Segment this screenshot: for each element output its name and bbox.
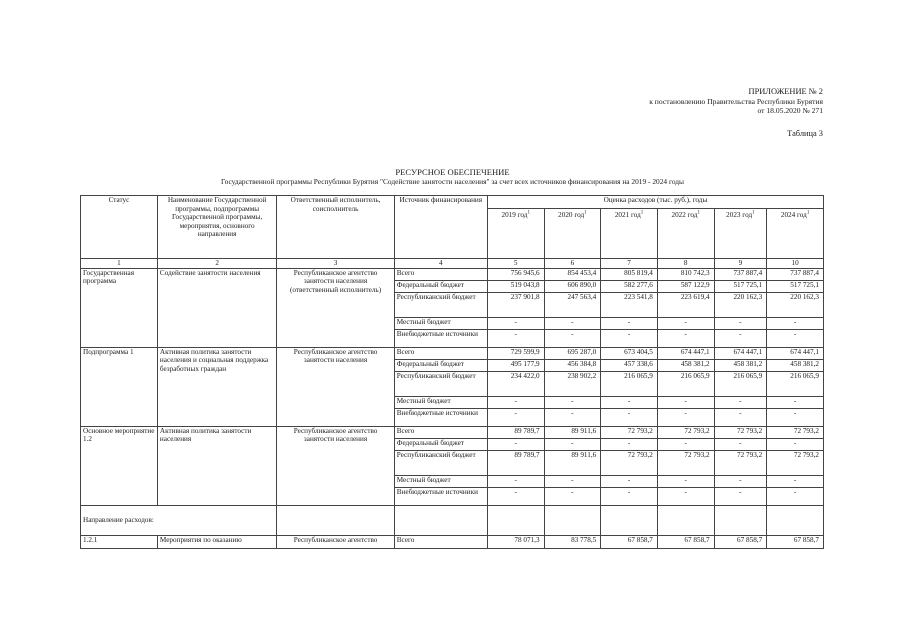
amount-cell: 67 858,7 [657, 535, 714, 548]
year-label: 2024 год [780, 211, 807, 219]
funding-source: Всего [394, 535, 487, 548]
column-number-2: 2 [157, 259, 276, 269]
empty-cell [601, 505, 658, 535]
footnote-marker: 1 [697, 210, 700, 216]
year-header-6 [767, 209, 824, 259]
amount-cell: - [657, 408, 714, 426]
amount-cell: - [714, 487, 767, 505]
row-name: Содействие занятости населения [157, 268, 276, 347]
funding-source: Местный бюджет [394, 396, 487, 408]
amount-cell: 756 945,6 [487, 268, 544, 280]
column-number-10: 10 [767, 259, 824, 269]
amount-cell: 72 793,2 [767, 450, 824, 475]
amount-cell: - [544, 487, 601, 505]
amount-cell: - [487, 317, 544, 329]
amount-cell: 606 890,0 [544, 280, 601, 292]
amount-cell: - [487, 438, 544, 450]
row-executor: Республиканское агентство [277, 535, 394, 548]
funding-source: Внебюджетные источники [394, 408, 487, 426]
amount-cell: - [487, 408, 544, 426]
amount-cell: 67 858,7 [767, 535, 824, 548]
amount-cell: 805 819,4 [601, 268, 658, 280]
funding-source: Местный бюджет [394, 475, 487, 487]
year-label: 2022 год [671, 211, 698, 219]
amount-cell: 587 122,9 [657, 280, 714, 292]
year-header-1 [487, 209, 544, 259]
document-title: РЕСУРСНОЕ ОБЕСПЕЧЕНИЕ [395, 167, 510, 177]
amount-cell: - [767, 438, 824, 450]
amount-cell: 223 541,8 [601, 292, 658, 317]
amount-cell: 223 619,4 [657, 292, 714, 317]
header-estimate: Оценка расходов (тыс. руб.), годы [487, 196, 823, 209]
funding-source: Местный бюджет [394, 317, 487, 329]
amount-cell: 729 599,9 [487, 347, 544, 359]
header-status: Статус [81, 196, 158, 259]
table-row [81, 426, 824, 438]
year-label: 2021 год [614, 211, 641, 219]
funding-source: Всего [394, 347, 487, 359]
column-number-6: 6 [544, 259, 601, 269]
appendix-heading: ПРИЛОЖЕНИЕ № 2 [748, 87, 823, 96]
amount-cell: - [544, 438, 601, 450]
column-number-4: 4 [394, 259, 487, 269]
amount-cell: 674 447,1 [657, 347, 714, 359]
amount-cell: 517 725,1 [767, 280, 824, 292]
empty-cell [277, 505, 394, 535]
amount-cell: - [601, 396, 658, 408]
table-row [81, 268, 824, 280]
amount-cell: 457 338,6 [601, 359, 658, 371]
amount-cell: 674 447,1 [714, 347, 767, 359]
amount-cell: 83 778,5 [544, 535, 601, 548]
amount-cell: - [601, 475, 658, 487]
year-header-2 [544, 209, 601, 259]
appendix-reference: к постановлению Правительства Республики Бурятия [649, 97, 823, 106]
direction-label: Направление расходов: [81, 505, 277, 535]
amount-cell: 247 563,4 [544, 292, 601, 317]
amount-cell: - [657, 329, 714, 347]
amount-cell: 67 858,7 [601, 535, 658, 548]
amount-cell: 220 162,3 [714, 292, 767, 317]
amount-cell: - [657, 475, 714, 487]
year-header-5 [714, 209, 767, 259]
amount-cell: 238 902,2 [544, 371, 601, 396]
amount-cell: - [657, 487, 714, 505]
row-executor: Республиканское агентство занятости населения (ответственный исполнитель) [277, 268, 394, 347]
appendix-date: от 18.05.2020 № 271 [757, 106, 823, 115]
amount-cell: 519 043,8 [487, 280, 544, 292]
empty-cell [394, 505, 487, 535]
funding-source: Республиканский бюджет [394, 292, 487, 317]
amount-cell: - [767, 317, 824, 329]
row-executor: Республиканское агентство занятости населения [277, 347, 394, 426]
amount-cell: - [767, 408, 824, 426]
row-status: 1.2.1 [81, 535, 158, 548]
resource-table [80, 195, 824, 549]
footnote-marker: 1 [806, 210, 810, 216]
empty-cell [487, 505, 544, 535]
amount-cell: - [601, 487, 658, 505]
funding-source: Всего [394, 268, 487, 280]
amount-cell: 72 793,2 [601, 450, 658, 475]
amount-cell: - [714, 475, 767, 487]
amount-cell: - [544, 329, 601, 347]
row-name: Мероприятия по оказанию [157, 535, 276, 548]
table-row [81, 347, 824, 359]
amount-cell: - [714, 396, 767, 408]
direction-row [81, 505, 824, 535]
amount-cell: 216 065,9 [657, 371, 714, 396]
amount-cell: - [487, 396, 544, 408]
amount-cell: - [767, 396, 824, 408]
footnote-marker: 1 [527, 210, 530, 216]
amount-cell: 72 793,2 [657, 426, 714, 438]
funding-source: Всего [394, 426, 487, 438]
amount-cell: 89 789,7 [487, 450, 544, 475]
amount-cell: - [544, 317, 601, 329]
amount-cell: 673 404,5 [601, 347, 658, 359]
amount-cell: 72 793,2 [767, 426, 824, 438]
header-name: Наименование Государственной программы, подпрограммы Государственной программы, мероприятия, основного направления [157, 196, 276, 259]
amount-cell: 495 177,9 [487, 359, 544, 371]
amount-cell: 78 071,3 [487, 535, 544, 548]
column-number-8: 8 [657, 259, 714, 269]
row-status: Государственная программа [81, 268, 158, 347]
amount-cell: 695 287,0 [544, 347, 601, 359]
amount-cell: 810 742,3 [657, 268, 714, 280]
row-name: Активная политика занятости населения и социальная поддержка безработных граждан [157, 347, 276, 426]
amount-cell: 216 065,9 [767, 371, 824, 396]
amount-cell: - [601, 408, 658, 426]
amount-cell: - [657, 396, 714, 408]
amount-cell: 458 381,2 [767, 359, 824, 371]
funding-source: Республиканский бюджет [394, 371, 487, 396]
amount-cell: 737 887,4 [767, 268, 824, 280]
amount-cell: 737 887,4 [714, 268, 767, 280]
amount-cell: - [487, 329, 544, 347]
empty-cell [544, 505, 601, 535]
amount-cell: 72 793,2 [714, 450, 767, 475]
amount-cell: 89 911,6 [544, 426, 601, 438]
amount-cell: 456 384,8 [544, 359, 601, 371]
amount-cell: - [544, 475, 601, 487]
amount-cell: - [767, 487, 824, 505]
year-header-3 [601, 209, 658, 259]
funding-source: Республиканский бюджет [394, 450, 487, 475]
amount-cell: 216 065,9 [601, 371, 658, 396]
amount-cell: 67 858,7 [714, 535, 767, 548]
footnote-marker: 1 [640, 210, 644, 216]
funding-source: Федеральный бюджет [394, 359, 487, 371]
row-executor: Республиканское агентство занятости населения [277, 426, 394, 505]
amount-cell: - [601, 438, 658, 450]
amount-cell: - [714, 438, 767, 450]
column-number-5: 5 [487, 259, 544, 269]
amount-cell: - [601, 317, 658, 329]
amount-cell: 89 911,6 [544, 450, 601, 475]
amount-cell: 220 162,3 [767, 292, 824, 317]
amount-cell: - [487, 487, 544, 505]
year-header-4 [657, 209, 714, 259]
table-number-label: Таблица 3 [787, 129, 823, 138]
amount-cell: 237 901,8 [487, 292, 544, 317]
amount-cell: - [544, 396, 601, 408]
amount-cell: - [714, 317, 767, 329]
funding-source: Федеральный бюджет [394, 280, 487, 292]
amount-cell: - [714, 329, 767, 347]
column-number-3: 3 [277, 259, 394, 269]
amount-cell: 674 447,1 [767, 347, 824, 359]
amount-cell: - [767, 329, 824, 347]
funding-source: Внебюджетные источники [394, 329, 487, 347]
amount-cell: - [601, 329, 658, 347]
header-source: Источник финансирования [394, 196, 487, 259]
amount-cell: 234 422,0 [487, 371, 544, 396]
amount-cell: - [714, 408, 767, 426]
table-row [81, 535, 824, 548]
amount-cell: 458 381,2 [714, 359, 767, 371]
footnote-marker: 1 [752, 210, 755, 216]
amount-cell: 854 453,4 [544, 268, 601, 280]
column-number-1: 1 [81, 259, 158, 269]
amount-cell: - [657, 317, 714, 329]
year-label: 2023 год [726, 211, 753, 219]
amount-cell: 458 381,2 [657, 359, 714, 371]
column-number-7: 7 [601, 259, 658, 269]
amount-cell: 517 725,1 [714, 280, 767, 292]
row-status: Подпрограмма 1 [81, 347, 158, 426]
header-executor: Ответственный исполнитель, соисполнитель [277, 196, 394, 259]
year-label: 2019 год [501, 211, 528, 219]
empty-cell [714, 505, 767, 535]
year-label: 2020 год [558, 211, 585, 219]
amount-cell: 72 793,2 [714, 426, 767, 438]
funding-source: Федеральный бюджет [394, 438, 487, 450]
amount-cell: 72 793,2 [601, 426, 658, 438]
amount-cell: - [657, 438, 714, 450]
amount-cell: 72 793,2 [657, 450, 714, 475]
amount-cell: 582 277,6 [601, 280, 658, 292]
row-name: Активная политика занятости населения [157, 426, 276, 505]
empty-cell [767, 505, 824, 535]
amount-cell: 216 065,9 [714, 371, 767, 396]
empty-cell [657, 505, 714, 535]
amount-cell: 89 789,7 [487, 426, 544, 438]
document-subtitle: Государственной программы Республики Бурятия "Содействие занятости населения" за счет всех источников финансирования на 2019 - 2024 годы [220, 177, 685, 186]
row-status: Основное мероприятие 1.2 [81, 426, 158, 505]
amount-cell: - [544, 408, 601, 426]
amount-cell: - [767, 475, 824, 487]
funding-source: Внебюджетные источники [394, 487, 487, 505]
amount-cell: - [487, 475, 544, 487]
footnote-marker: 1 [584, 210, 587, 216]
column-number-9: 9 [714, 259, 767, 269]
